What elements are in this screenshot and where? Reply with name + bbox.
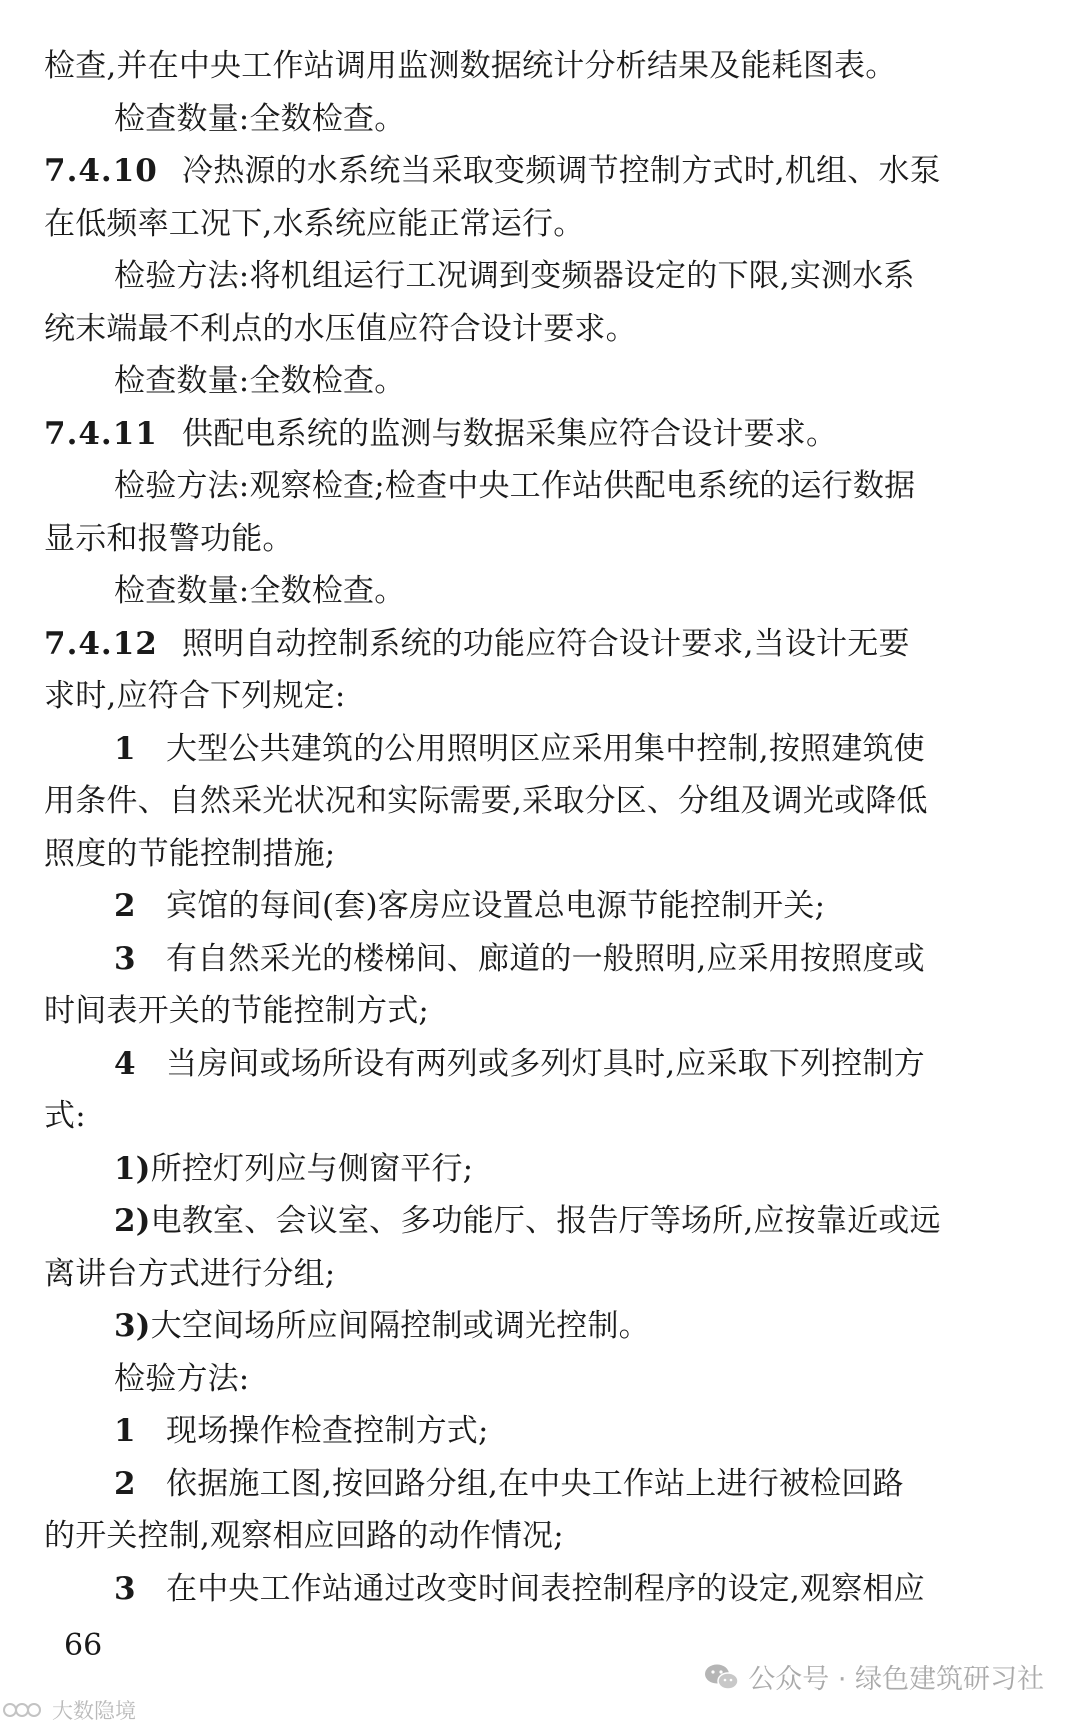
line-text: 检查,并在中央工作站调用监测数据统计分析结果及能耗图表。: [44, 48, 897, 84]
page-number: 66: [64, 1628, 103, 1663]
item-number: 4: [114, 1045, 136, 1082]
watermark-text: 公众号 · 绿色建筑研习社: [748, 1664, 1044, 1695]
line-text: 求时,应符合下列规定:: [44, 678, 346, 714]
item-number: 3: [114, 940, 136, 977]
item-number: 3: [114, 1570, 136, 1607]
logo-icon: [2, 1699, 46, 1721]
text-line: [44, 460, 1034, 513]
line-text: 检查数量:全数检查。: [114, 100, 406, 137]
sub-item-text: 电教室、会议室、多功能厅、报告厅等场所,应按靠近或远: [150, 1203, 941, 1239]
sub-item-text: 大空间场所应间隔控制或调光控制。: [150, 1308, 650, 1344]
item-number: 2: [114, 1465, 136, 1502]
text-line: [44, 985, 1034, 1038]
line-text: 统末端最不利点的水压值应符合设计要求。: [44, 310, 637, 347]
line-text: 显示和报警功能。: [44, 520, 294, 557]
clause-text: 照明自动控制系统的功能应符合设计要求,当设计无要: [182, 625, 910, 662]
watermark-wechat: [704, 1657, 1044, 1696]
item-number: 1: [114, 1413, 136, 1449]
clause-text: 供配电系统的监测与数据采集应符合设计要求。: [182, 415, 838, 452]
text-line: [44, 775, 1034, 828]
text-line: [44, 1510, 1034, 1563]
item-text: 依据施工图,按回路分组,在中央工作站上进行被检回路: [166, 1465, 904, 1502]
line-text: 检验方法:: [114, 1360, 250, 1397]
clause-number: 7.4.10: [44, 153, 158, 189]
text-line: [44, 1195, 1034, 1248]
item-text: 在中央工作站通过改变时间表控制程序的设定,观察相应: [166, 1570, 925, 1607]
text-line: [44, 198, 1034, 251]
line-text: 的开关控制,观察相应回路的动作情况;: [44, 1518, 564, 1554]
line-text: 在低频率工况下,水系统应能正常运行。: [44, 205, 585, 242]
line-text: 照度的节能控制措施;: [44, 835, 336, 872]
text-line: [44, 1563, 1034, 1616]
text-line: [44, 1038, 1034, 1091]
wechat-icon: [704, 1663, 740, 1691]
sub-item-number: 2): [114, 1203, 151, 1239]
watermark-source-text: 大数隐境: [52, 1699, 136, 1723]
clause-number: 7.4.12: [44, 625, 158, 662]
line-text: 检查数量:全数检查。: [114, 363, 406, 399]
text-line: [44, 1458, 1034, 1511]
text-line: [44, 40, 1034, 93]
item-text: 大型公共建筑的公用照明区应采用集中控制,按照建筑使: [166, 730, 925, 767]
text-line: [44, 565, 1034, 618]
line-text: 式:: [44, 1098, 86, 1134]
item-text: 现场操作检查控制方式;: [166, 1413, 489, 1449]
item-text: 宾馆的每间(套)客房应设置总电源节能控制开关;: [166, 888, 826, 924]
text-line: [44, 828, 1034, 881]
line-text: 时间表开关的节能控制方式;: [44, 993, 430, 1029]
text-line: [44, 303, 1034, 356]
line-text: 检验方法:观察检查;检查中央工作站供配电系统的运行数据: [114, 468, 916, 504]
text-line: [44, 93, 1034, 146]
line-text: 检验方法:将机组运行工况调到变频器设定的下限,实测水系: [114, 258, 915, 294]
text-line: [44, 670, 1034, 723]
text-line: [44, 1090, 1034, 1143]
text-line: [44, 1353, 1034, 1406]
sub-item-text: 所控灯列应与侧窗平行;: [150, 1150, 474, 1187]
item-number: 2: [114, 888, 136, 924]
text-line: [44, 723, 1034, 776]
text-line: [44, 880, 1034, 933]
text-line: [44, 1300, 1034, 1353]
text-line: [44, 933, 1034, 986]
line-text: 离讲台方式进行分组;: [44, 1255, 336, 1292]
item-number: 1: [114, 730, 136, 767]
text-line: [44, 1405, 1034, 1458]
text-line: [44, 250, 1034, 303]
watermark-source: [2, 1695, 136, 1725]
text-line: [44, 618, 1034, 671]
document-page: [44, 40, 1034, 1615]
sub-item-number: 1): [114, 1150, 151, 1187]
clause-number: 7.4.11: [44, 415, 158, 452]
item-text: 当房间或场所设有两列或多列灯具时,应采取下列控制方: [166, 1045, 925, 1082]
line-text: 用条件、自然采光状况和实际需要,采取分区、分组及调光或降低: [44, 783, 928, 819]
text-line: [44, 355, 1034, 408]
text-line: [44, 145, 1034, 198]
clause-text: 冷热源的水系统当采取变频调节控制方式时,机组、水泵: [182, 153, 941, 189]
text-line: [44, 408, 1034, 461]
item-text: 有自然采光的楼梯间、廊道的一般照明,应采用按照度或: [166, 940, 925, 977]
line-text: 检查数量:全数检查。: [114, 573, 406, 609]
text-line: [44, 1248, 1034, 1301]
sub-item-number: 3): [114, 1308, 151, 1344]
text-line: [44, 1143, 1034, 1196]
text-line: [44, 513, 1034, 566]
